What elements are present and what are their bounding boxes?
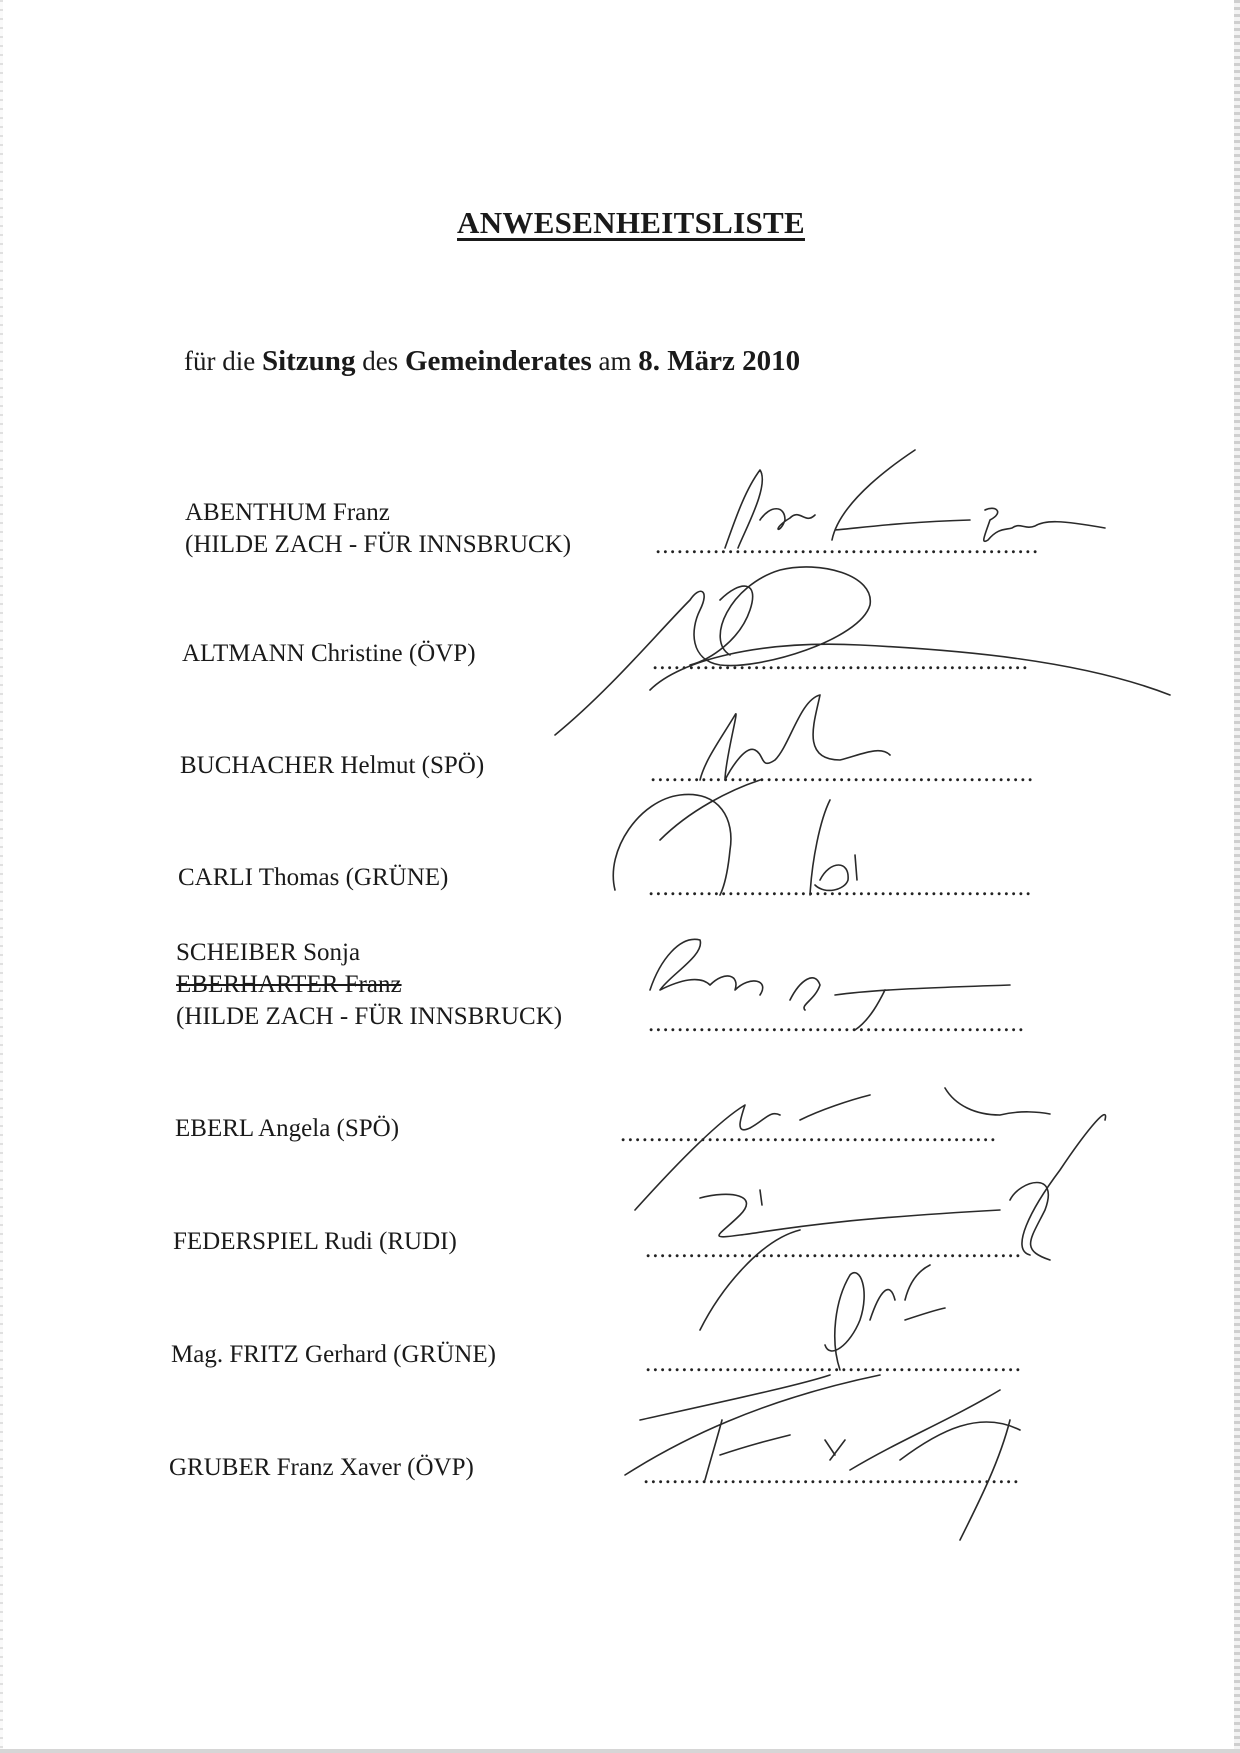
signature-gruber [625,1375,1020,1540]
attendee-name: ABENTHUM Franz [185,499,390,526]
page-title: ANWESENHEITSLISTE [457,205,805,240]
attendee-group: (HILDE ZACH - FÜR INNSBRUCK) [185,531,572,558]
meeting-subtitle [184,345,800,378]
attendee-entry [180,750,484,782]
attendee-entry [182,638,476,670]
attendee-name: BUCHACHER Helmut (SPÖ) [180,752,485,779]
signature-line: ..................................................... [655,532,1040,559]
attendee-name: SCHEIBER Sonja [176,939,361,966]
attendee-name: EBERL Angela (SPÖ) [175,1115,400,1142]
attendee-entry [169,1452,474,1484]
scan-edge-right [1234,0,1240,1753]
attendee-name: ALTMANN Christine (ÖVP) [182,640,476,667]
signature-line: ..................................................... [650,760,1035,787]
scan-edge-bottom [0,1749,1240,1753]
subtitle-text-2: des [355,346,405,376]
signature-line: .................................................... [652,648,1029,675]
subtitle-session: Sitzung [261,345,356,377]
attendee-entry [176,937,562,1033]
signature-line: .................................................... [645,1236,1022,1263]
subtitle-council: Gemeinderates [404,345,592,377]
attendee-entry [185,497,571,561]
scan-edge-left [0,0,3,1753]
attendee-entry [178,862,448,894]
signature-line: .................................................... [648,1010,1025,1037]
attendee-name: GRUBER Franz Xaver (ÖVP) [169,1454,474,1481]
struck-attendee-name: EBERHARTER Franz [176,971,402,998]
attendee-group: (HILDE ZACH - FÜR INNSBRUCK) [176,1003,563,1030]
attendee-entry [173,1226,457,1258]
subtitle-text-1: für die [184,346,262,376]
attendee-entry [175,1113,399,1145]
subtitle-text-3: am [591,346,639,376]
attendee-name: Mag. FRITZ Gerhard (GRÜNE) [171,1341,496,1368]
signature-line: .................................................... [643,1462,1020,1489]
signature-line: ..................................................... [648,874,1033,901]
attendee-name: FEDERSPIEL Rudi (RUDI) [173,1228,457,1255]
signature-line: .................................................... [645,1350,1022,1377]
signature-fritz [640,1265,945,1420]
attendee-name: CARLI Thomas (GRÜNE) [178,864,449,891]
attendee-entry [171,1339,496,1371]
subtitle-date: 8. März 2010 [638,345,801,377]
signature-line: .................................................... [620,1120,997,1147]
signature-eberl [635,1088,1106,1255]
